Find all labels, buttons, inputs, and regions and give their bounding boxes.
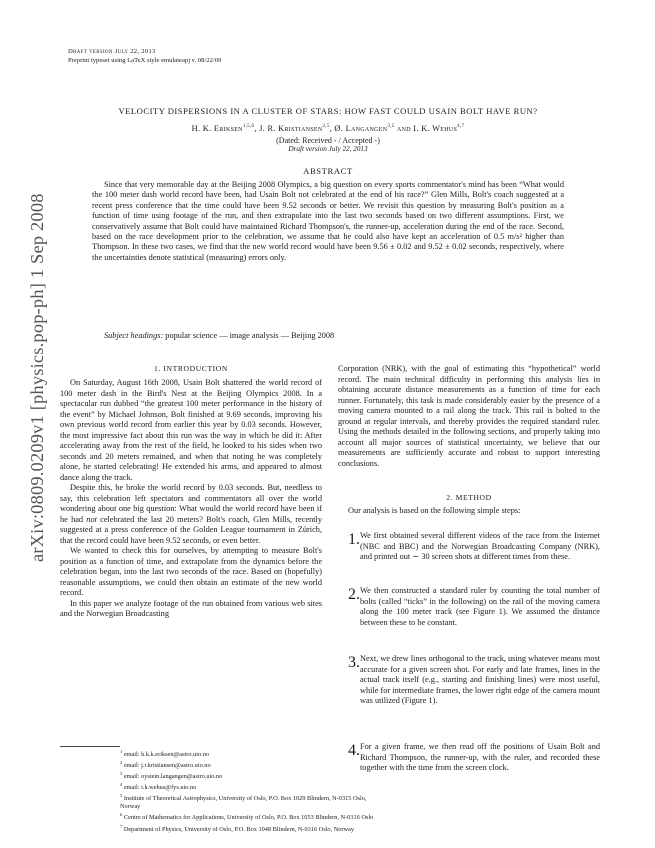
footnote-5-mark: 5 <box>120 793 123 799</box>
footnote-6 <box>120 811 382 822</box>
dated-line: (Dated: Received - / Accepted -) <box>276 136 380 145</box>
footnote-4 <box>120 781 382 792</box>
footnote-2-mark: 2 <box>120 760 123 766</box>
footnote-2 <box>120 759 382 770</box>
intro-p2-not: not <box>86 514 97 524</box>
step-3-text: Next, we drew lines orthogonal to the track, using whatever means most accurate for a given screen shot. For early and late frames, lines in the actual track itself (e.g., starting and finishing lines) were most useful, while for intermediate frames, the lower right edge of the camera mount was utilized (Figure 1). <box>360 654 600 705</box>
intro-p2-b: celebrated the last 20 meters? Bolt's coach, Glen Mills, recently suggested at a press conference of the Golden League tournament in Zürich, that the record could have been 9.52 seconds, or even better. <box>60 514 322 545</box>
author-4: I. K. Wehus <box>413 124 458 133</box>
method-heading: 2. METHOD <box>446 493 492 502</box>
paper-title: VELOCITY DISPERSIONS IN A CLUSTER OF STARS: HOW FAST COULD USAIN BOLT HAVE RUN? <box>118 106 538 116</box>
footnote-7-text: Department of Physics, University of Oslo, P.O. Box 1048 Blindern, N-0316 Oslo, Norway <box>122 825 354 833</box>
footnote-6-mark: 6 <box>120 812 123 818</box>
draft-date: Draft version July 22, 2013 <box>288 145 368 153</box>
step-4-text: For a given frame, we then read off the positions of Usain Bolt and Richard Thompson, the runner-up, with the ruler, and recorded these together with the time from the screen clock. <box>360 742 600 772</box>
step-4-number: 4. <box>348 742 360 759</box>
arxiv-stamp: arXiv:0809.0209v1 [physics.pop-ph] 1 Sep 2008 <box>27 193 47 562</box>
footnote-1-mark: 1 <box>120 749 123 754</box>
intro-p2-a: Despite this, he broke the world record by 0.03 seconds. But, needless to say, this celebration left spectators and commentators all over the world wondering about one big question: What would the world record have been if he had <box>60 483 322 524</box>
method-intro: Our analysis is based on the following simple steps: <box>348 506 521 515</box>
subject-text: popular science — image analysis — Beijing 2008 <box>163 331 335 340</box>
intro-continuation <box>338 364 600 469</box>
step-1-number: 1. <box>348 531 360 548</box>
abstract-text: Since that very memorable day at the Beijing 2008 Olympics, a big question on every sports commentator's mind has been “What would the 100 meter dash world record have been, had Usain Bolt not celebrated at the end of his race?” Glen Mills, Bolt's coach suggested at a recent press conference that the time could have been 9.52 seconds or better. We revisit this question by measuring Bolt's position as a function of time using footage of the run, and then extrapolate into the last two seconds based on two different assumptions. First, we conservatively assume that Bolt could have maintained Richard Thompson's, the runner-up, acceleration during the end of the race. Second, based on the race development prior to the celebration, we assume that he could also have kept an acceleration of 0.5 m/s² higher than Thompson. In these two cases, we find that the new world record would have been 9.56 ± 0.02 and 9.52 ± 0.02 seconds, respectively, where the uncertainties denote statistical (measuring) errors only. <box>92 180 564 262</box>
intro-paragraph-1: On Saturday, August 16th 2008, Usain Bolt shattered the world record of 100 meter dash in the Bird's Nest at the Beijing Olympics 2008. In a spectacular run dubbed “the greatest 100 meter performance in the history of the event” by Michael Johnson, Bolt finished at 9.69 seconds, improving his own previous world record from earlier this year by 0.03 seconds. However, the most impressive fact about this run was the way in which he did it: After accelerating away from the rest of the field, he looked to his sides when two seconds and 20 meters remained, and when that noting he was completely alone, he started celebrating! He extended his arms, and appeared to almost dance along the track. <box>60 378 322 482</box>
footnote-3-mark: 3 <box>120 771 123 777</box>
footnote-1 <box>120 748 382 759</box>
footnote-2-text: email: j.r.kristiansen@astro.uio.no <box>122 762 211 770</box>
author-2: , J. R. Kristiansen <box>254 124 323 133</box>
footnote-3 <box>120 770 382 781</box>
draft-header <box>68 48 156 57</box>
footnotes <box>60 748 374 834</box>
footnote-3-text: email: oystein.langangen@astro.uio.no <box>122 773 223 781</box>
method-intro-wrap <box>338 506 600 517</box>
step-3-number: 3. <box>348 654 360 671</box>
subject-label: Subject headings: <box>104 331 164 340</box>
author-and: and <box>394 124 414 133</box>
author-2-affil: 2,5 <box>322 124 330 130</box>
step-2-text: We then constructed a standard ruler by counting the total number of bolts (called “ticks” in the following) on the rail of the moving camera along the 100 meter track (see Figure 1). We assumed the distance between these to be constant. <box>360 586 600 627</box>
step-2-number: 2. <box>348 586 360 603</box>
step-1-text: We first obtained several different videos of the race from the Internet (NBC and BBC) and the Norwegian Broadcasting Company (NRK), and printed out ∼ 30 screen shots at different times from these. <box>360 531 600 561</box>
footnote-4-text: email: i.k.wehus@fys.uio.no <box>122 784 197 792</box>
footnote-4-mark: 4 <box>120 782 123 788</box>
abstract-heading: ABSTRACT <box>303 166 353 176</box>
preprint-header <box>68 57 221 66</box>
intro-body <box>60 378 322 620</box>
intro-heading: 1. INTRODUCTION <box>154 364 228 373</box>
footnote-1-text: email: h.k.k.eriksen@astro.uio.no <box>122 751 210 759</box>
footnote-7-mark: 7 <box>120 823 123 829</box>
author-1-affil: 1,5,6 <box>242 124 255 130</box>
footnote-5 <box>120 792 382 811</box>
author-3-affil: 3,5 <box>387 124 395 130</box>
subject-headings <box>92 331 564 341</box>
footnote-5-text: Institute of Theoretical Astrophysics, University of Oslo, P.O. Box 1029 Blindern, N-0315 Oslo, Norway <box>120 795 367 811</box>
intro-paragraph-3: We wanted to check this for ourselves, by attempting to measure Bolt's position as a function of time, and extrapolate from the dynamics before the celebration began, into the last two seconds of the race. Based on (hopefully) reasonable assumptions, we could then obtain an estimate of the new world record. <box>60 546 322 597</box>
author-1: H. K. Eriksen <box>191 124 243 133</box>
footnote-7 <box>120 823 382 834</box>
preprint-line: Preprint typeset using LaTeX style emulateapj v. 08/22/09 <box>68 57 222 64</box>
intro-paragraph-4: In this paper we analyze footage of the run obtained from various web sites and the Norwegian Broadcasting <box>60 598 322 618</box>
draft-line: Draft version July 22, 2013 <box>68 48 156 55</box>
intro-paragraph-2 <box>60 483 322 546</box>
author-list <box>60 124 596 133</box>
author-4-affil: 4,7 <box>457 124 465 130</box>
intro-paragraph-5: Corporation (NRK), with the goal of estimating this “hypothetical” world record. The main technical difficulty in performing this analysis lies in obtaining accurate distance measurements as a function of time for each runner. Fortunately, this task is made considerably easier by the presence of a moving camera mounted to a rail along the track. This rail is bolted to the ground at regular intervals, and thereby provides the required standard ruler. Using the methods detailed in the following sections, and properly taking into account all major sources of statistical uncertainty, we believe that our measurements are sufficiently accurate and robust to support interesting conclusions. <box>338 364 600 468</box>
footnote-rule <box>60 746 120 747</box>
footnote-6-text: Centre of Mathematics for Applications, University of Oslo, P.O. Box 1053 Blindern, N-0316 Oslo <box>122 814 374 822</box>
author-3: , Ø. Langangen <box>329 124 388 133</box>
